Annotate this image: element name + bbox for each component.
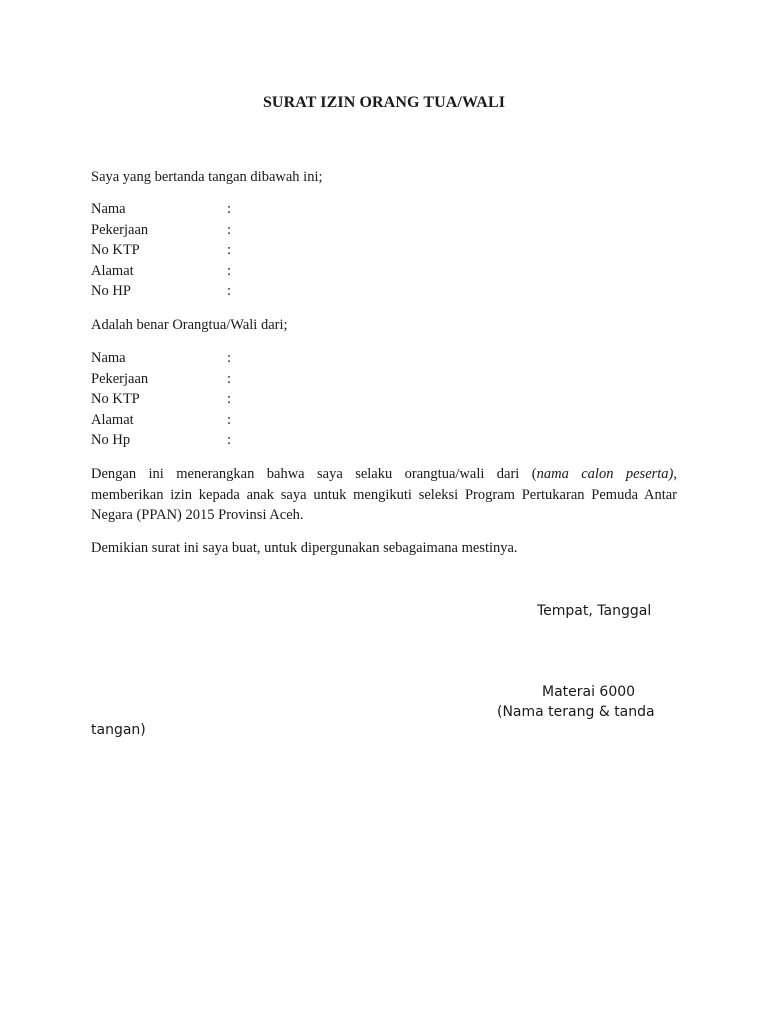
field-label: Nama [91,350,126,366]
statement-text-1: Dengan ini menerangkan bahwa saya selaku orangtua/wali dari ( [91,466,537,482]
field-label: Nama [91,201,126,217]
signature-name-line-2: tangan) [91,722,146,738]
closing-text: Demikian surat ini saya buat, untuk dipergunakan sebagaimana mestinya. [91,540,518,556]
statement-line-3: Negara (PPAN) 2015 Provinsi Aceh. [91,507,304,523]
field-label: No KTP [91,242,140,258]
statement-placeholder: nama calon peserta) [536,466,674,482]
intro-text: Saya yang bertanda tangan dibawah ini; [91,169,323,185]
field-colon: : [227,201,232,217]
field-label: Alamat [91,411,134,428]
stamp-label: Materai 6000 [542,684,636,700]
field-colon: : [227,350,232,366]
statement-comma: , [673,466,678,482]
signature-name-line-1: (Nama terang & tanda [497,704,655,720]
field-colon: : [227,283,232,299]
child-intro-text: Adalah benar Orangtua/Wali dari; [91,317,288,333]
field-colon: : [227,242,232,258]
field-colon: : [227,391,232,407]
field-label: No KTP [91,391,140,407]
field-label: No HP [91,283,131,299]
statement-line-2: memberikan izin kepada anak saya untuk mengikuti seleksi Program Pertukaran Pemuda Antar [91,486,677,503]
field-colon: : [227,262,232,279]
field-label: Alamat [91,262,134,279]
statement-paragraph [91,464,677,526]
statement-line-1 [91,464,677,485]
field-colon: : [227,411,232,428]
field-colon: : [227,370,232,387]
field-colon: : [227,221,232,238]
letter-title: SURAT IZIN ORANG TUA/WALI [262,94,506,111]
field-label: Pekerjaan [91,221,149,238]
place-date: Tempat, Tanggal [537,603,652,619]
field-colon: : [227,432,232,448]
field-label: No Hp [91,432,131,448]
field-label: Pekerjaan [91,370,149,387]
